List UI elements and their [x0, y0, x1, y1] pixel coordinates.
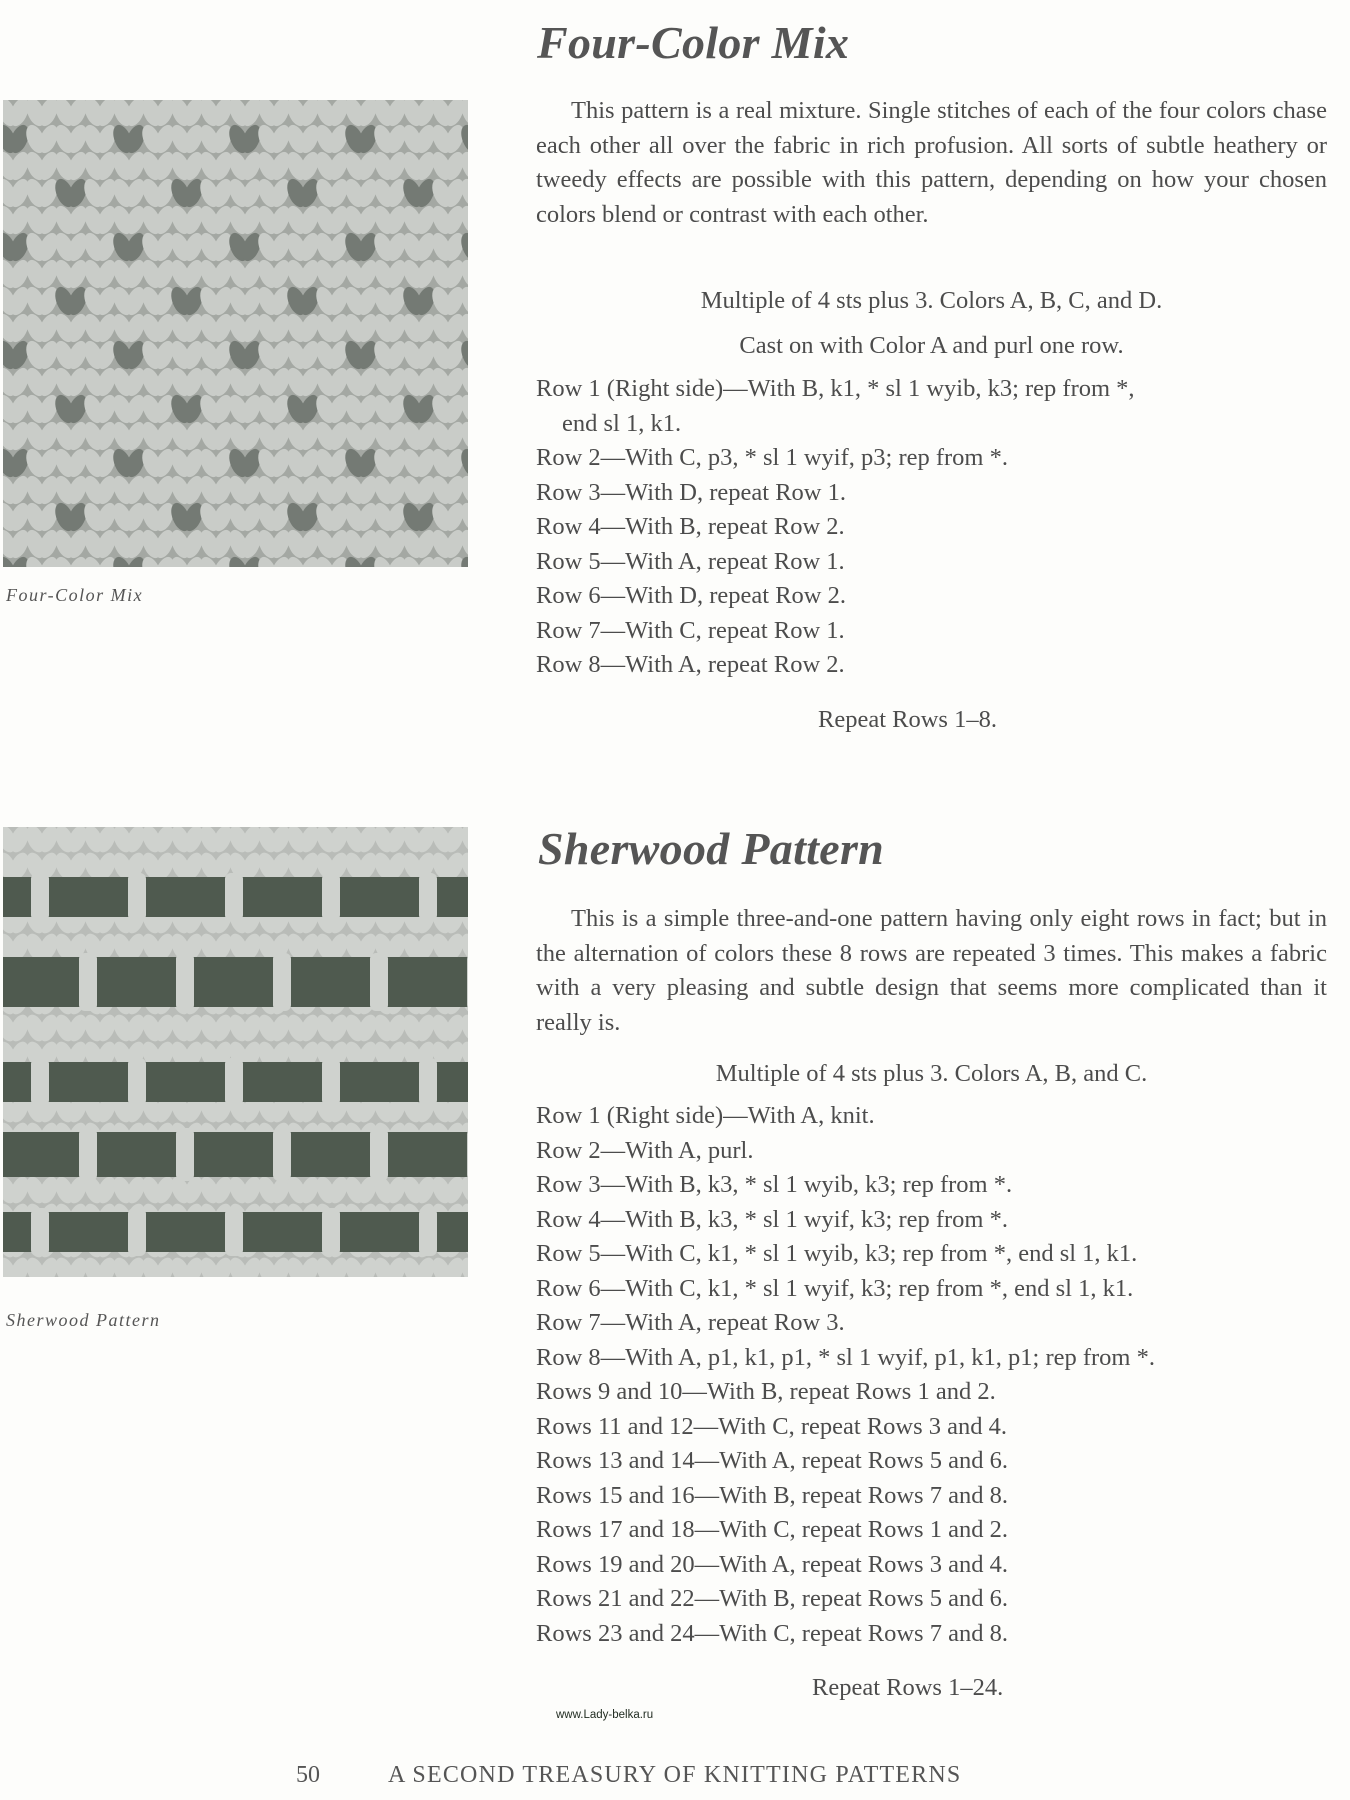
slipped-stitch [79, 1128, 97, 1181]
slipped-stitch [31, 1058, 49, 1106]
row-instruction: Row 2—With C, p3, * sl 1 wyif, p3; rep from *. [536, 444, 1008, 471]
row-instruction: Row 4—With B, k3, * sl 1 wyif, k3; rep from *. [536, 1205, 1008, 1233]
dark-band [3, 1132, 468, 1177]
row-instruction: Rows 17 and 18—With C, repeat Rows 1 and 2. [536, 1516, 1008, 1543]
slipped-stitch [370, 1128, 388, 1181]
row-instruction: Row 4—With B, repeat Row 2. [536, 513, 845, 540]
slipped-stitch [128, 1208, 146, 1256]
slipped-stitch [176, 953, 194, 1011]
row-instructions [536, 1099, 1336, 1651]
slipped-stitch [322, 1208, 340, 1256]
knit-swatch-image [3, 827, 468, 1277]
description-text: This pattern is a real mixture. Single stitches of each of the four colors chase each other all over the fabric in rich profusion. All sorts of subtle heathery or tweedy effects are possible with this pattern, depending on how your chosen colors blend or contrast with each other. [536, 97, 1327, 228]
slipped-stitch [370, 953, 388, 1011]
slipped-stitch [322, 873, 340, 921]
row-instruction: Row 5—With C, k1, * sl 1 wyib, k3; rep from *, end sl 1, k1. [536, 1240, 1138, 1267]
row-instruction: Rows 15 and 16—With B, repeat Rows 7 and 8. [536, 1481, 1008, 1509]
slipped-stitch [273, 953, 291, 1011]
row-instruction: Row 3—With B, k3, * sl 1 wyib, k3; rep from *. [536, 1171, 1013, 1198]
slipped-stitch [419, 1208, 437, 1256]
row-instruction: Row 8—With A, p1, k1, p1, * sl 1 wyif, p1, k1, p1; rep from *. [536, 1343, 1155, 1371]
slipped-stitch [225, 873, 243, 921]
slipped-stitch [31, 1208, 49, 1256]
repeat-instruction: Repeat Rows 1–24. [812, 1674, 1004, 1701]
row-instruction: Row 6—With C, k1, * sl 1 wyif, k3; rep from *, end sl 1, k1. [536, 1274, 1134, 1302]
slipped-stitch [176, 1128, 194, 1181]
watermark-link[interactable]: www.Lady-belka.ru [556, 1709, 654, 1721]
slipped-stitch [128, 873, 146, 921]
row-instruction: Row 6—With D, repeat Row 2. [536, 582, 846, 609]
row-instruction: Row 7—With A, repeat Row 3. [536, 1309, 845, 1336]
row-instruction: Rows 11 and 12—With C, repeat Rows 3 and 4. [536, 1412, 1008, 1440]
row-instruction: Row 8—With A, repeat Row 2. [536, 651, 845, 678]
description-text: This is a simple three-and-one pattern having only eight rows in fact; but in the alternation of colors these 8 rows are repeated 3 times. This makes a fabric with a very pleasing and subtle design that seems more complicated than it really is. [536, 905, 1327, 1036]
slipped-stitch [419, 873, 437, 921]
row-instruction: Row 1 (Right side)—With B, k1, * sl 1 wyib, k3; rep from *, end sl 1, k1. [536, 375, 1135, 437]
slipped-stitch [225, 1058, 243, 1106]
dark-band [3, 957, 468, 1007]
photo-caption: Four-Color Mix [6, 585, 144, 605]
row-instruction: Row 3—With D, repeat Row 1. [536, 478, 846, 506]
row-instruction: Row 2—With A, purl. [536, 1136, 754, 1164]
row-instruction: Row 5—With A, repeat Row 1. [536, 547, 845, 575]
slipped-stitch [31, 873, 49, 921]
pattern-description [536, 902, 1327, 1040]
slipped-stitch [273, 1128, 291, 1181]
pattern-title: Sherwood Pattern [538, 823, 885, 874]
pattern-title: Four-Color Mix [537, 17, 850, 68]
running-title: A SECOND TREASURY OF KNITTING PATTERNS [388, 1762, 962, 1788]
cast-on-instruction: Cast on with Color A and purl one row. [739, 332, 1124, 359]
slipped-stitch [467, 953, 468, 1011]
stitch-multiple: Multiple of 4 sts plus 3. Colors A, B, and C. [715, 1060, 1148, 1087]
slipped-stitch [322, 1058, 340, 1106]
row-instruction: Rows 19 and 20—With A, repeat Rows 3 and 4. [536, 1550, 1008, 1578]
pattern-description [536, 94, 1327, 232]
slipped-stitch [128, 1058, 146, 1106]
photo-caption: Sherwood Pattern [6, 1310, 161, 1330]
row-instruction: Rows 13 and 14—With A, repeat Rows 5 and 6. [536, 1447, 1008, 1474]
row-instruction: Row 1 (Right side)—With A, knit. [536, 1102, 875, 1129]
knit-swatch-image [3, 100, 468, 567]
row-instruction: Rows 21 and 22—With B, repeat Rows 5 and 6. [536, 1585, 1008, 1612]
slipped-stitch [467, 1128, 468, 1181]
page-number: 50 [296, 1762, 320, 1788]
sherwood-pattern-photo [3, 827, 468, 1277]
slipped-stitch [79, 953, 97, 1011]
row-instruction: Rows 9 and 10—With B, repeat Rows 1 and 2. [536, 1378, 996, 1405]
row-instructions [536, 372, 1336, 683]
stitch-multiple: Multiple of 4 sts plus 3. Colors A, B, C, and D. [700, 287, 1163, 314]
repeat-instruction: Repeat Rows 1–8. [818, 706, 997, 733]
four-color-mix-photo [3, 100, 468, 567]
slipped-stitch [419, 1058, 437, 1106]
row-instruction: Rows 23 and 24—With C, repeat Rows 7 and 8. [536, 1619, 1008, 1647]
slipped-stitch [225, 1208, 243, 1256]
row-instruction: Row 7—With C, repeat Row 1. [536, 616, 845, 644]
